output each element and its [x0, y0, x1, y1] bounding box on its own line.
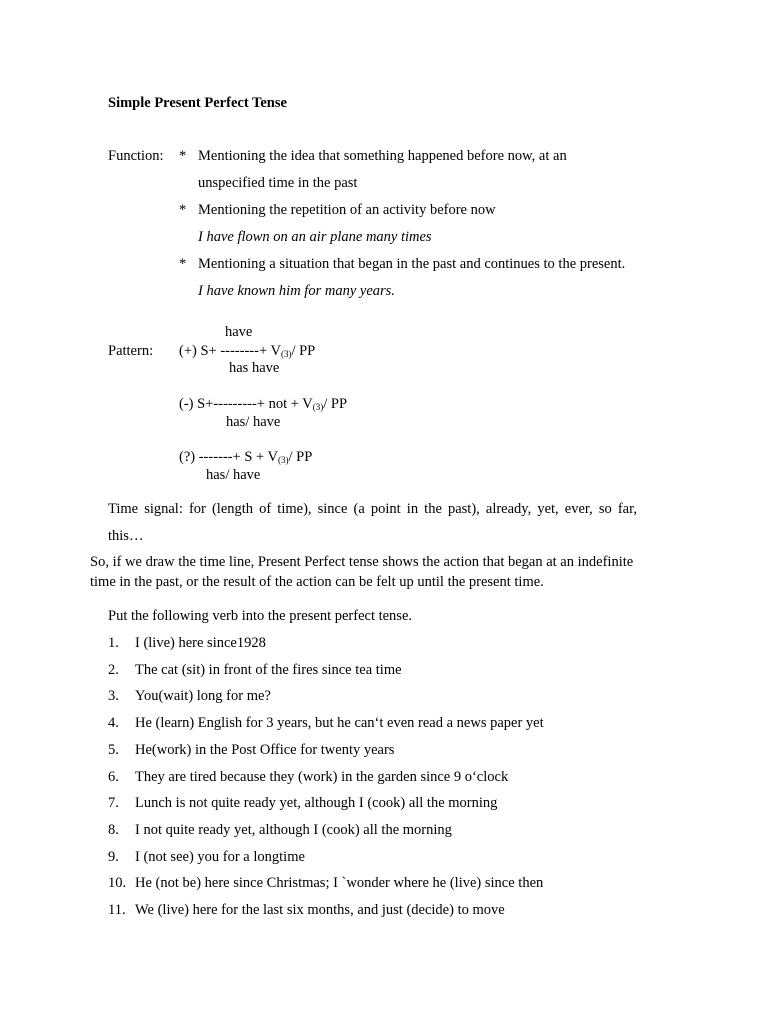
function-item-3: Mentioning a situation that began in the past and continues to the present.	[198, 256, 626, 272]
pattern-negative-formula: (-) S+---------+ not + $V_{(3)}/$ PP	[179, 396, 348, 412]
pattern-positive-top: have	[225, 324, 253, 340]
pattern-label: Pattern:	[108, 343, 154, 359]
time-signal-line-2: this…	[108, 528, 144, 544]
bullet-1: *	[179, 148, 187, 164]
pattern-question-bottom: has/ have	[206, 467, 261, 483]
summary-line-2: time in the past, or the result of the action can be felt up until the present time.	[90, 574, 544, 590]
pattern-question-formula: (?) -------+ $S + V_{(3)}/$ PP	[179, 449, 313, 465]
pattern-positive-formula: (+) S+ --------+ $V_{(3)}/$ PP	[179, 343, 316, 359]
function-item-3-example: I have known him for many years.	[198, 283, 395, 299]
bullet-3: *	[179, 256, 187, 272]
pattern-negative-bottom: has/ have	[226, 414, 281, 430]
function-item-2-example: I have flown on an air plane many times	[198, 229, 432, 245]
function-item-1-line-2: unspecified time in the past	[198, 175, 358, 191]
exercise-instruction: Put the following verb into the present perfect tense.	[108, 608, 413, 624]
function-item-2: Mentioning the repetition of an activity before now	[198, 202, 496, 218]
function-label: Function:	[108, 148, 164, 164]
bullet-2: *	[179, 202, 187, 218]
document-page: Simple Present Perfect Tense Function: * Mentioning the idea that something happened before now, at an unspecified time in the past * Mentioning the repetition of an activity before now I have flown on an air plane many times * Mentioning a situation that began in the past and continues to the present. I have known him for many years. have Pattern: (+) S+ --------+ $V_{(3)}/$ PP has have (-) S+---------+ not + $V_{(3)}/$ PP has/ have (?) -------+ $S + V_{(3)}/$ PP has/ have Time signal: for (length of time), since (a point in the past), already, yet, ever, so far, this… So, if we draw the time line, Present Perfect tense shows the action that began at an indefinite time in the past, or the result of the action can be felt up until the present time. Put the following verb into the present perfect tense. 1. I (live) here since1928 2. The cat (sit) in front of the fires since tea time 3. You(wait) long for me? 4. He (learn) English for 3 years, but he can‘t even read a news paper yet 5. He(work) in the Post Office for twenty years 6. They are tired because they (work) in the garden since 9 o‘clock 7. Lunch is not quite ready yet, although I (cook) all the morning 8. I not quite ready yet, although I (cook) all the morning 9. I (not see) you for a longtime 10. He (not be) here since Christmas; I `wonder where he (live) since then 11. We (live) here for the last six months, and just (decide) to move	[90, 95, 637, 918]
summary-line-1: So, if we draw the time line, Present Perfect tense shows the action that began at an indefinite	[90, 554, 634, 570]
function-item-1-line-1: Mentioning the idea that something happened before now, at an	[198, 148, 567, 164]
page-title: Simple Present Perfect Tense	[108, 95, 287, 111]
pattern-positive-bottom: has have	[229, 360, 280, 376]
time-signal-line-1: Time signal: for (length of time), since (a point in the past), already, yet, ever, so far,	[108, 501, 637, 517]
